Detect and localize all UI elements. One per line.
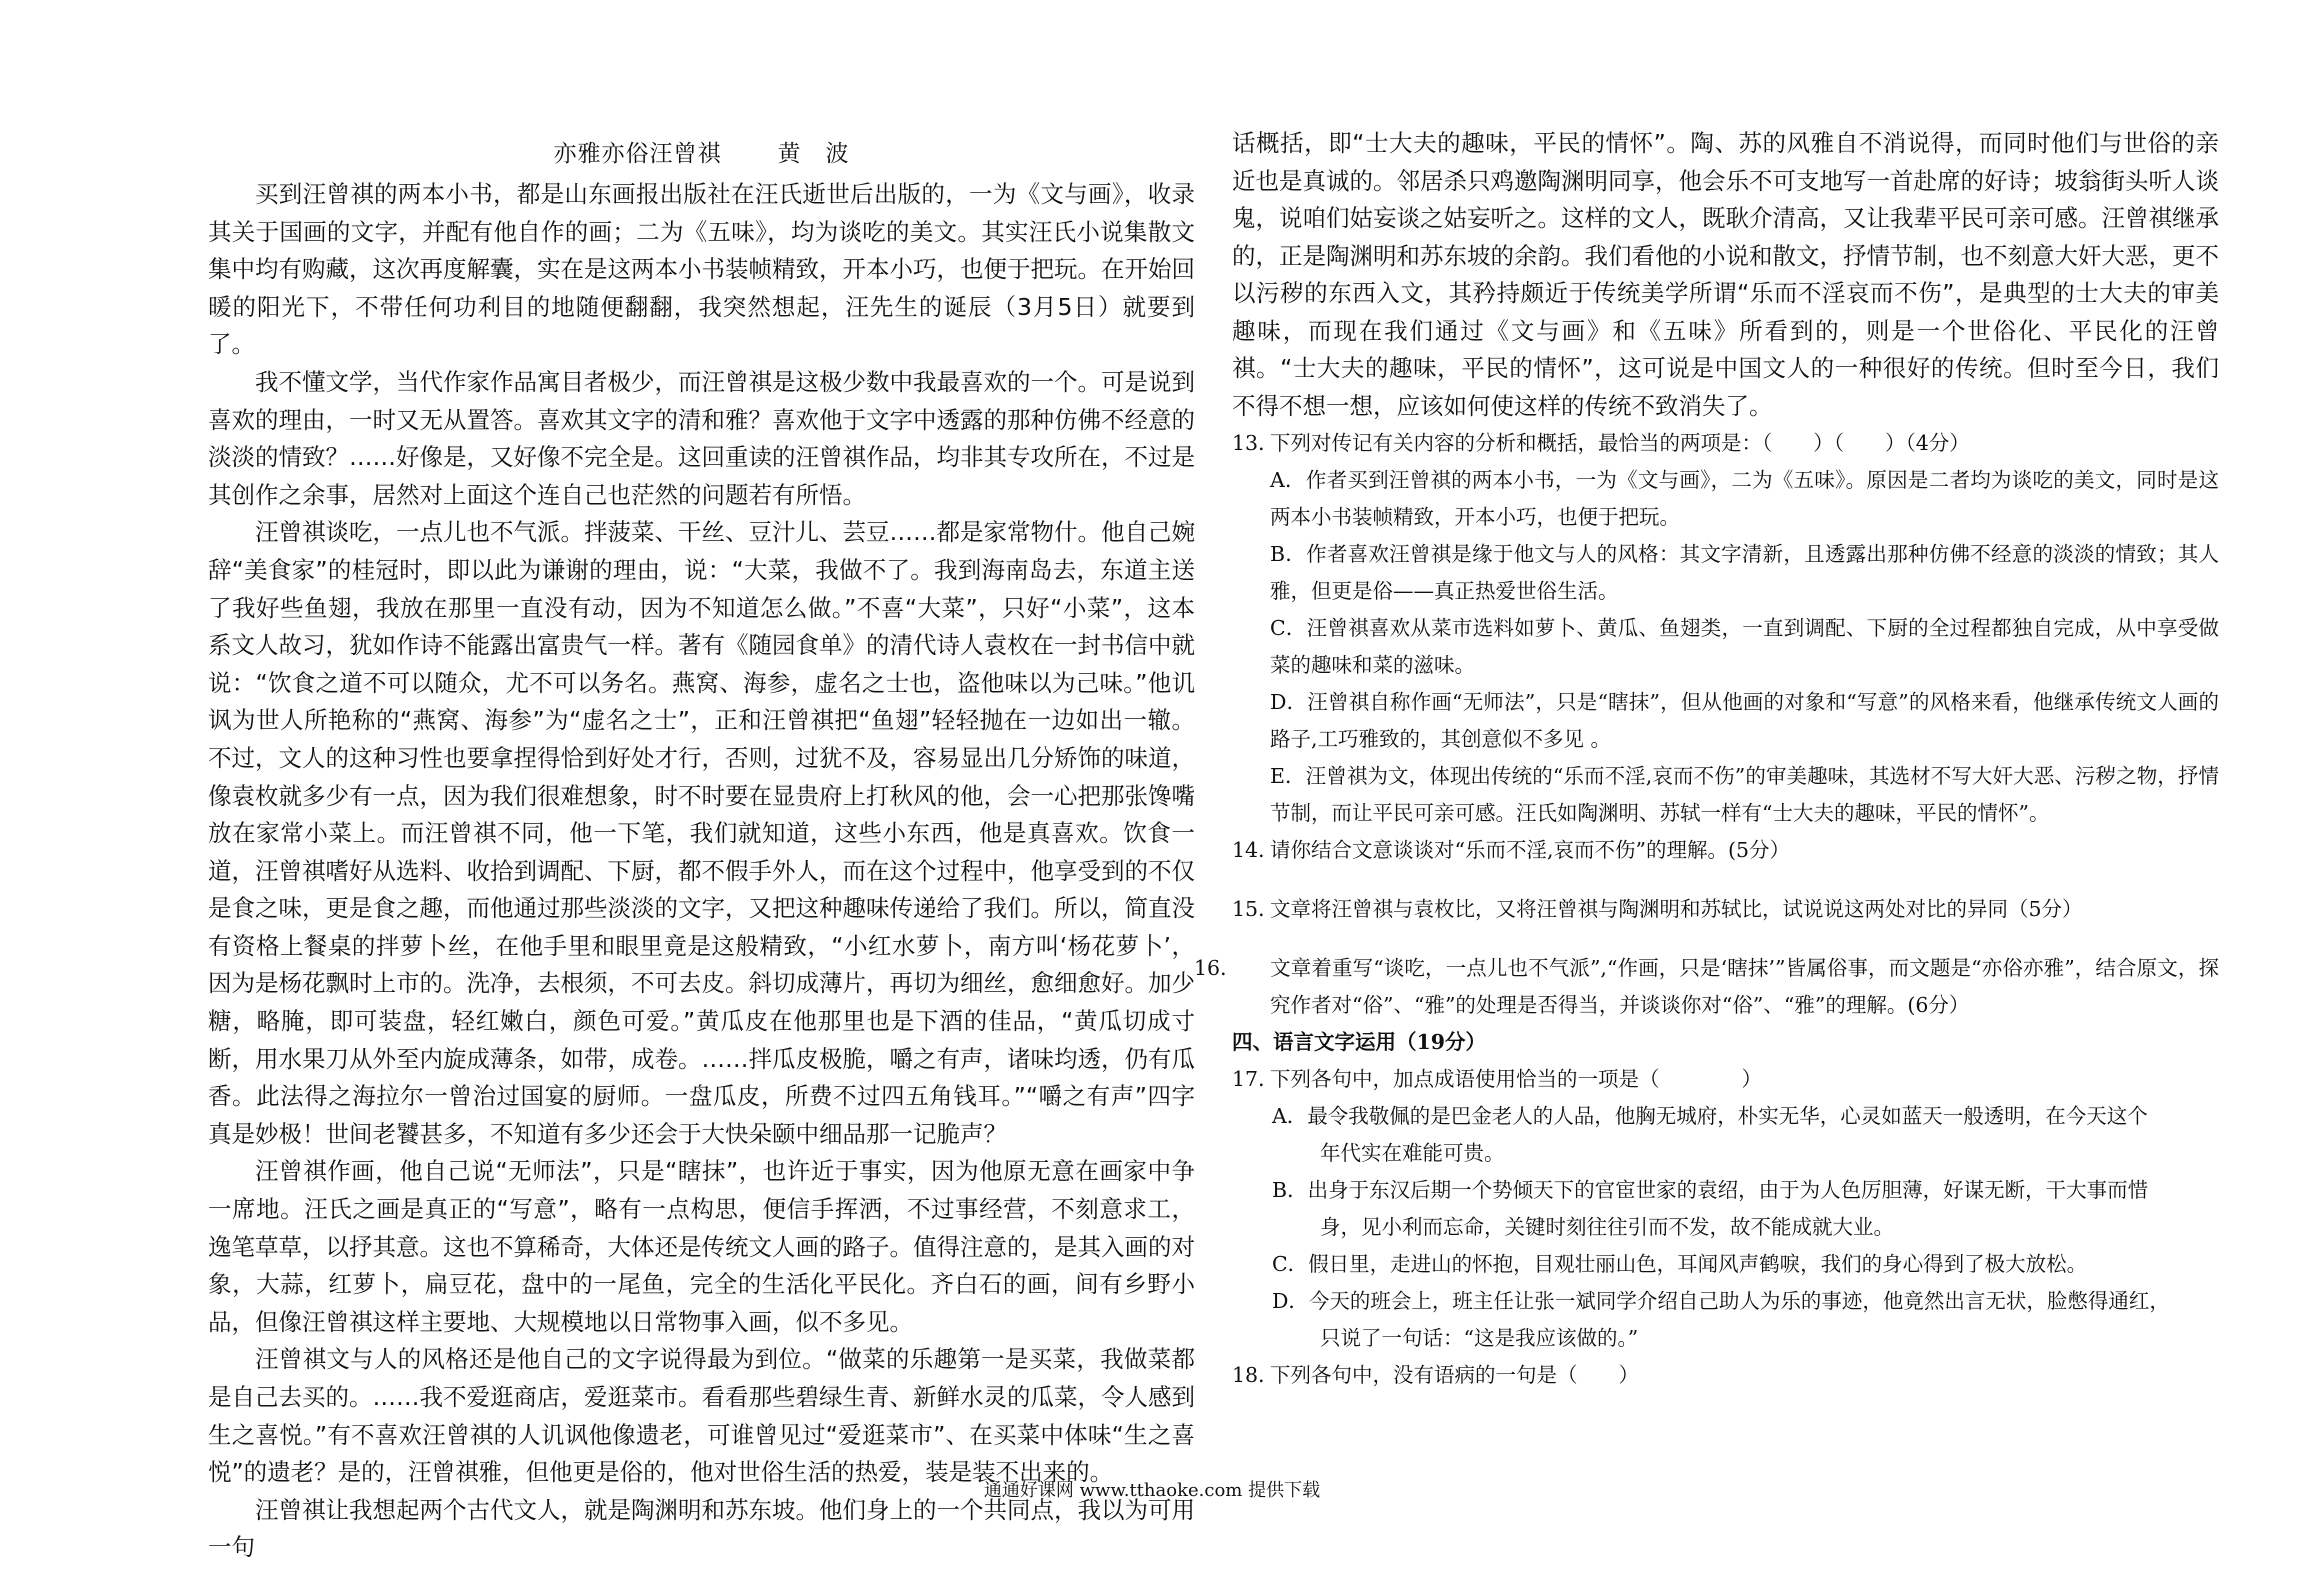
option-line-2: 年代实在难能可贵。	[1320, 1141, 1505, 1165]
question-number: 18．	[1232, 1363, 1279, 1387]
article-continuation: 话概括，即“士大夫的趣味，平民的情怀”。陶、苏的风雅自不消说得，而同时他们与世俗的亲近也是真诚的。邻居杀只鸡邀陶渊明同享，他会乐不可支地写一首赴席的好诗；坡翁街头听人谈鬼，说咱们姑妄谈之姑妄听之。这样的文人，既耿介清高，又让我辈平民可亲可感。汪曾祺继承的，正是陶渊明和苏东坡的余韵。我们看他的小说和散文，抒情节制，也不刻意大奸大恶，更不以污秽的东西入文，其矜持颇近于传统美学所谓“乐而不淫哀而不伤”，是典型的士大夫的审美趣味，而现在我们通过《文与画》和《五味》所看到的，则是一个世俗化、平民化的汪曾祺。“士大夫的趣味，平民的情怀”，这可说是中国文人的一种很好的传统。但时至今日，我们不得不想一想，应该如何使这样的传统不致消失了。	[1232, 129, 2219, 420]
q13-option-c: C．汪曾祺喜欢从菜市选料如萝卜、黄瓜、鱼翅类，一直到调配、下厨的全过程都独自完成，从中享受做菜的趣味和菜的滋味。	[1270, 616, 2219, 677]
question-number: 14．	[1232, 838, 1279, 862]
question-number: 16．	[1194, 956, 1241, 980]
question-14	[1232, 832, 2219, 869]
question-17	[1232, 1061, 2219, 1098]
q13-option-b: B．作者喜欢汪曾祺是缘于他文与人的风格：其文字清新，且透露出那种仿佛不经意的淡淡的情致；其人雅，但更是俗——真正热爱世俗生活。	[1270, 542, 2219, 603]
q17-option-d	[1232, 1283, 2219, 1357]
question-13	[1232, 425, 2219, 462]
question-text: 请你结合文意谈谈对“乐而不淫,哀而不伤”的理解。(5分）	[1270, 838, 1791, 862]
left-column	[208, 125, 1195, 1567]
q13-option-d: D．汪曾祺自称作画“无师法”，只是“瞎抹”，但从他画的对象和“写意”的风格来看，他继承传统文人画的路子,工巧雅致的，其创意似不多见 。	[1270, 690, 2219, 751]
q13-option-a: A．作者买到汪曾祺的两本小书，一为《文与画》，二为《五味》。原因是二者均为谈吃的美文，同时是这两本小书装帧精致，开本小巧，也便于把玩。	[1270, 468, 2219, 529]
q17-option-c	[1232, 1246, 2219, 1283]
question-15	[1232, 891, 2219, 928]
q17-option-b	[1232, 1172, 2219, 1246]
option-label: C．	[1272, 1252, 1309, 1276]
option-label: A．	[1272, 1104, 1308, 1128]
question-number: 15．	[1232, 897, 1279, 921]
question-number: 13．	[1232, 431, 1279, 455]
author-name: 黄 波	[777, 141, 850, 167]
question-text: 文章着重写“谈吃，一点儿也不气派”,“作画，只是‘瞎抹’”皆属俗事，而文题是“亦俗亦雅”，结合原文，探究作者对“俗”、“雅”的处理是否得当，并谈谈你对“俗”、“雅”的理解。(6分）	[1270, 956, 2219, 1017]
option-line-1: 假日里，走进山的怀抱，目观壮丽山色，耳闻风声鹤唳，我们的身心得到了极大放松。	[1308, 1252, 2088, 1276]
question-16	[1194, 950, 2219, 1024]
option-line-2: 身，见小利而忘命，关键时刻往往引而不发，故不能成就大业。	[1320, 1215, 1894, 1239]
article-paragraph-5: 汪曾祺文与人的风格还是他自己的文字说得最为到位。“做菜的乐趣第一是买菜，我做菜都是自己去买的。……我不爱逛商店，爱逛菜市。看看那些碧绿生青、新鲜水灵的瓜菜，令人感到生之喜悦。”有不喜欢汪曾祺的人讥讽他像遗老，可谁曾见过“爱逛菜市”、在买菜中体味“生之喜悦”的遗老？是的，汪曾祺雅，但他更是俗的，他对世俗生活的热爱，装是装不出来的。	[208, 1345, 1195, 1487]
option-label: D．	[1272, 1289, 1309, 1313]
question-text: 下列各句中，没有语病的一句是（ ）	[1270, 1363, 1639, 1387]
q17-option-a	[1232, 1098, 2219, 1172]
article-paragraph-6: 汪曾祺让我想起两个古代文人，就是陶渊明和苏东坡。他们身上的一个共同点，我以为可用一句	[208, 1495, 1195, 1562]
question-text: 文章将汪曾祺与袁枚比，又将汪曾祺与陶渊明和苏轼比，试说说这两处对比的异同（5分）	[1270, 897, 2083, 921]
question-18	[1232, 1357, 2219, 1394]
answer-space	[1232, 928, 2219, 950]
title-text: 亦雅亦俗汪曾祺	[553, 141, 722, 167]
question-number: 17．	[1232, 1067, 1279, 1091]
article-paragraph-3: 汪曾祺谈吃，一点儿也不气派。拌菠菜、干丝、豆汁儿、芸豆……都是家常物什。他自己婉辞“美食家”的桂冠时，即以此为谦谢的理由，说：“大菜，我做不了。我到海南岛去，东道主送了我好些鱼翅，我放在那里一直没有动，因为不知道怎么做。”不喜“大菜”，只好“小菜”，这本系文人故习，犹如作诗不能露出富贵气一样。著有《随园食单》的清代诗人袁枚在一封书信中就说：“饮食之道不可以随众，尤不可以务名。燕窝、海参，虚名之士也，盗他味以为己味。”他讥讽为世人所艳称的“燕窝、海参”为“虚名之士”，正和汪曾祺把“鱼翅”轻轻抛在一边如出一辙。不过，文人的这种习性也要拿捏得恰到好处才行，否则，过犹不及，容易显出几分矫饰的味道，像袁枚就多少有一点，因为我们很难想象，时不时要在显贵府上打秋风的他，会一心把那张馋嘴放在家常小菜上。而汪曾祺不同，他一下笔，我们就知道，这些小东西，他是真喜欢。饮食一道，汪曾祺嗜好从选料、收拾到调配、下厨，都不假手外人，而在这个过程中，他享受到的不仅是食之味，更是食之趣，而他通过那些淡淡的文字，又把这种趣味传递给了我们。所以，简直没有资格上餐桌的拌萝卜丝，在他手里和眼里竟是这般精致，“小红水萝卜，南方叫‘杨花萝卜’，因为是杨花飘时上市的。洗净，去根须，不可去皮。斜切成薄片，再切为细丝，愈细愈好。加少糖，略腌，即可装盘，轻红嫩白，颜色可爱。”黄瓜皮在他那里也是下酒的佳品，“黄瓜切成寸断，用水果刀从外至内旋成薄条，如带，成卷。……拌瓜皮极脆，嚼之有声，诸味均透，仍有瓜香。此法得之海拉尔一曾治过国宴的厨师。一盘瓜皮，所费不过四五角钱耳。”“嚼之有声”四字真是妙极！世间老饕甚多，不知道有多少还会于大快朵颐中细品那一记脆声？	[208, 518, 1195, 1148]
option-line-2: 只说了一句话：“这是我应该做的。”	[1320, 1326, 1639, 1350]
right-column	[1194, 125, 2219, 1394]
article-paragraph-2: 我不懂文学，当代作家作品寓目者极少，而汪曾祺是这极少数中我最喜欢的一个。可是说到喜欢的理由，一时又无从置答。喜欢其文字的清和雅？喜欢他于文字中透露的那种仿佛不经意的淡淡的情致？……好像是，又好像不完全是。这回重读的汪曾祺作品，均非其专攻所在，不过是其创作之余事，居然对上面这个连自己也茫然的问题若有所悟。	[208, 367, 1195, 509]
article-paragraph-1: 买到汪曾祺的两本小书，都是山东画报出版社在汪氏逝世后出版的，一为《文与画》，收录其关于国画的文字，并配有他自作的画；二为《五味》，均为谈吃的美文。其实汪氏小说集散文集中均有购藏，这次再度解囊，实在是这两本小书装帧精致，开本小巧，也便于把玩。在开始回暖的阳光下，不带任何功利目的地随便翻翻，我突然想起，汪先生的诞辰（3月5日）就要到了。	[208, 180, 1195, 359]
q13-option-e: E．汪曾祺为文，体现出传统的“乐而不淫,哀而不伤”的审美趣味，其选材不写大奸大恶、污秽之物，抒情节制，而让平民可亲可感。汪氏如陶渊明、苏轼一样有“士大夫的趣味，平民的情怀”。	[1270, 764, 2219, 825]
option-line-1: 最令我敬佩的是巴金老人的人品，他胸无城府，朴实无华，心灵如蓝天一般透明，在今天这个	[1307, 1104, 2148, 1128]
page-footer: 通通好课网 www.tthaoke.com 提供下载	[983, 1480, 1321, 1501]
option-label: B．	[1272, 1178, 1308, 1202]
answer-space	[1232, 869, 2219, 891]
question-text: 下列各句中，加点成语使用恰当的一项是（ ）	[1270, 1067, 1762, 1091]
article-paragraph-4: 汪曾祺作画，他自己说“无师法”，只是“瞎抹”，也许近于事实，因为他原无意在画家中争一席地。汪氏之画是真正的“写意”，略有一点构思，便信手挥洒，不过事经营，不刻意求工，逸笔草草，以抒其意。这也不算稀奇，大体还是传统文人画的路子。值得注意的，是其入画的对象，大蒜，红萝卜，扁豆花，盘中的一尾鱼，完全的生活化平民化。齐白石的画，间有乡野小品，但像汪曾祺这样主要地、大规模地以日常物事入画，似不多见。	[208, 1157, 1195, 1336]
option-line-1: 今天的班会上，班主任让张一斌同学介绍自己助人为乐的事迹，他竟然出言无状，脸憋得通红，	[1308, 1289, 2170, 1313]
section-heading: 四、语言文字运用（19分）	[1232, 1030, 1487, 1054]
question-text: 下列对传记有关内容的分析和概括，最恰当的两项是：（ ）（ ）（4分）	[1270, 431, 1970, 455]
article-title	[208, 135, 1195, 168]
option-line-1: 出身于东汉后期一个势倾天下的官宦世家的袁绍，由于为人色厉胆薄，好谋无断，干大事而惜	[1307, 1178, 2149, 1202]
